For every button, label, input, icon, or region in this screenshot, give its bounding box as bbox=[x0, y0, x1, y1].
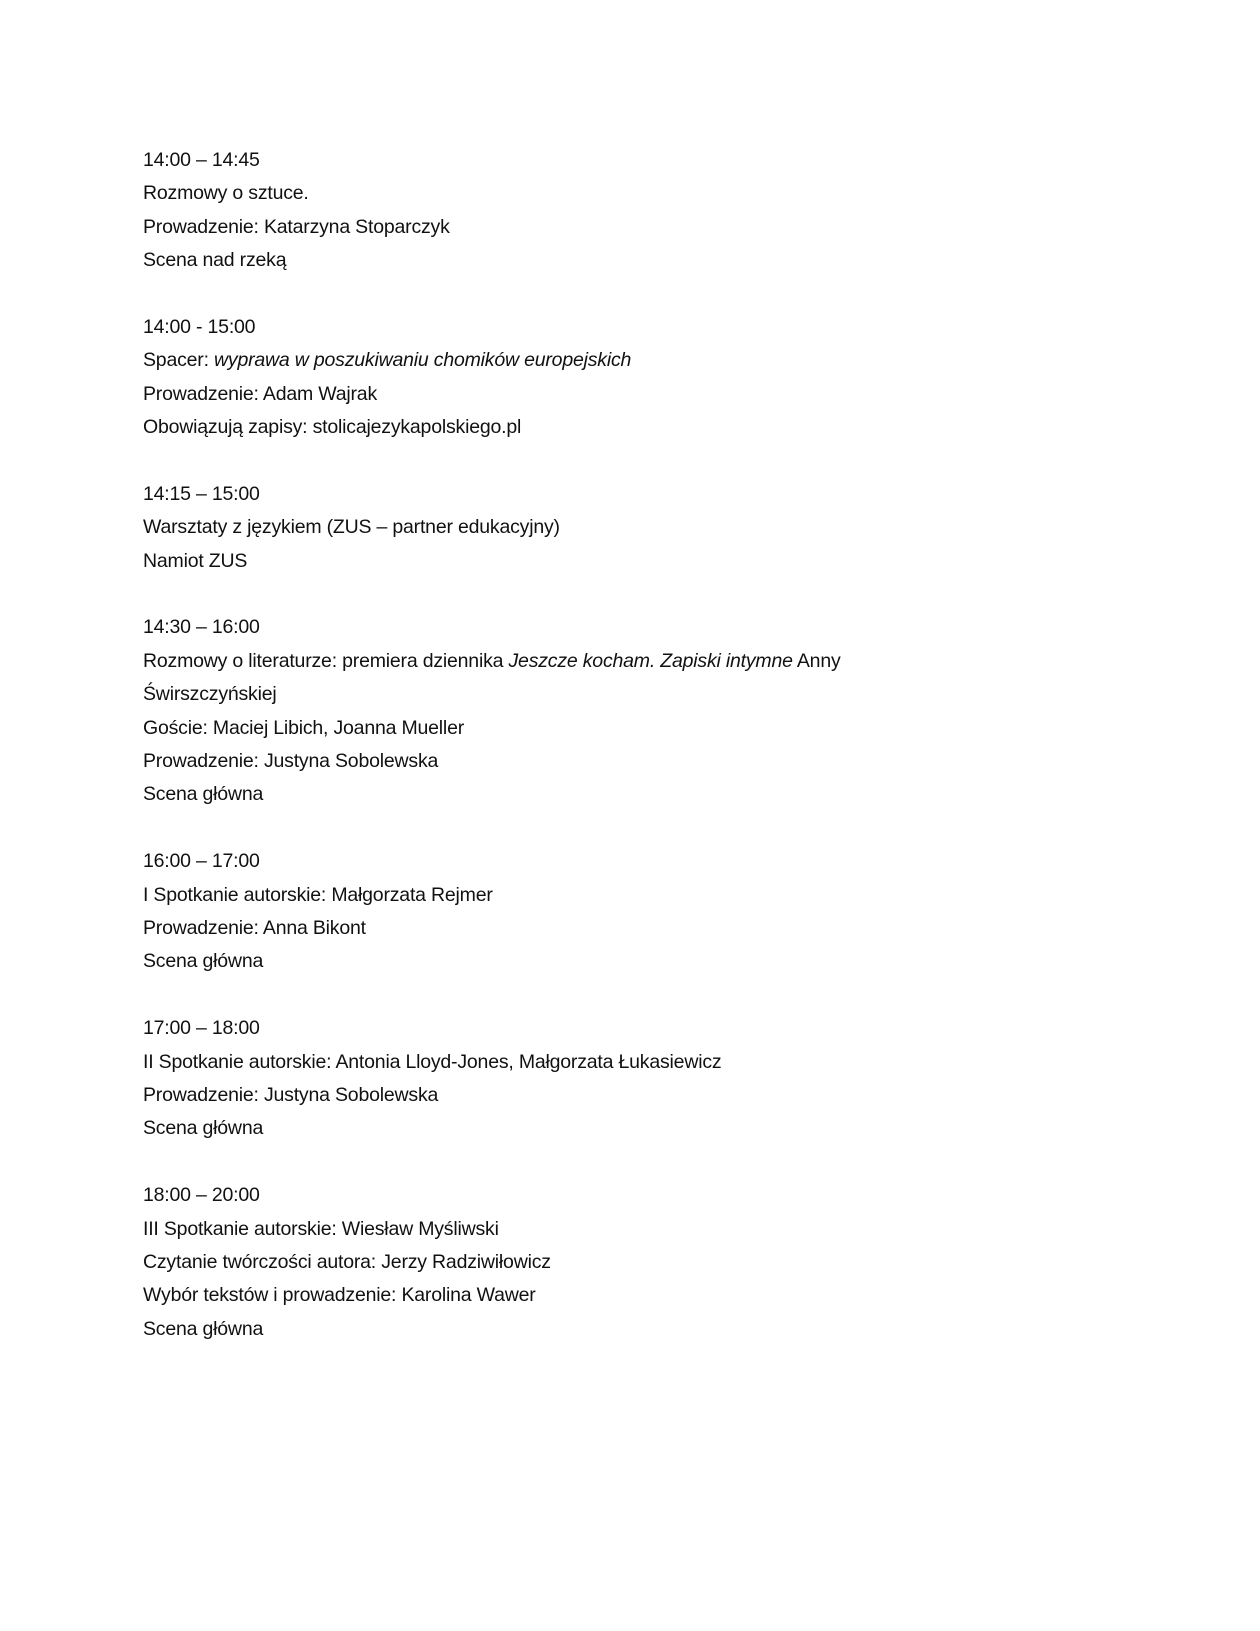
text-segment: Scena główna bbox=[143, 1317, 264, 1340]
event-time bbox=[143, 845, 841, 878]
text-segment: Namiot ZUS bbox=[143, 549, 248, 572]
event-detail-line bbox=[143, 1213, 841, 1246]
text-segment: 14:15 – 15:00 bbox=[143, 482, 260, 505]
event-detail-line bbox=[143, 678, 841, 711]
text-segment: Scena główna bbox=[143, 783, 264, 806]
event-detail-line bbox=[143, 879, 841, 912]
italic-title-text: wyprawa w poszukiwaniu chomików europejskich bbox=[214, 349, 632, 372]
schedule-event bbox=[143, 311, 841, 445]
text-segment: I Spotkanie autorskie: Małgorzata Rejmer bbox=[143, 883, 493, 906]
text-segment: 17:00 – 18:00 bbox=[143, 1017, 260, 1040]
text-segment: Goście: Maciej Libich, Joanna Mueller bbox=[143, 716, 465, 739]
event-time bbox=[143, 1012, 841, 1045]
text-segment: Czytanie twórczości autora: Jerzy Radziwiłowicz bbox=[143, 1250, 551, 1273]
event-detail-line bbox=[143, 778, 841, 811]
event-detail-line bbox=[143, 545, 841, 578]
text-segment: Obowiązują zapisy: stolicajezykapolskiego.pl bbox=[143, 416, 522, 439]
schedule-document bbox=[143, 144, 841, 1379]
event-detail-line bbox=[143, 411, 841, 444]
schedule-event bbox=[143, 478, 841, 578]
event-detail-line bbox=[143, 244, 841, 277]
text-segment: Prowadzenie: Anna Bikont bbox=[143, 916, 366, 939]
text-segment: 16:00 – 17:00 bbox=[143, 850, 260, 873]
text-segment: Scena główna bbox=[143, 950, 264, 973]
text-segment: 18:00 – 20:00 bbox=[143, 1184, 260, 1207]
text-segment: Scena główna bbox=[143, 1117, 264, 1140]
schedule-event bbox=[143, 1012, 841, 1146]
schedule-event bbox=[143, 144, 841, 278]
event-detail-line bbox=[143, 1112, 841, 1145]
event-detail-line bbox=[143, 1046, 841, 1079]
schedule-event bbox=[143, 1179, 841, 1346]
event-detail-line bbox=[143, 344, 841, 377]
text-segment: Rozmowy o sztuce. bbox=[143, 182, 309, 205]
event-detail-line bbox=[143, 745, 841, 778]
italic-title-text: Jeszcze kocham. Zapiski intymne bbox=[508, 649, 793, 672]
text-segment: Prowadzenie: Justyna Sobolewska bbox=[143, 750, 439, 773]
schedule-event bbox=[143, 845, 841, 979]
text-segment: 14:00 - 15:00 bbox=[143, 315, 256, 338]
text-segment: 14:00 – 14:45 bbox=[143, 149, 260, 171]
text-segment: III Spotkanie autorskie: Wiesław Myśliwski bbox=[143, 1217, 499, 1240]
text-segment: Anny bbox=[792, 649, 841, 672]
text-segment: Świrszczyńskiej bbox=[143, 683, 277, 706]
event-detail-line bbox=[143, 1313, 841, 1346]
text-segment: Prowadzenie: Justyna Sobolewska bbox=[143, 1083, 439, 1106]
text-segment: Warsztaty z językiem (ZUS – partner edukacyjny) bbox=[143, 516, 560, 539]
schedule-event bbox=[143, 611, 841, 811]
event-time bbox=[143, 478, 841, 511]
event-detail-line bbox=[143, 1079, 841, 1112]
event-detail-line bbox=[143, 645, 841, 678]
event-detail-line bbox=[143, 211, 841, 244]
text-segment: II Spotkanie autorskie: Antonia Lloyd-Jones, Małgorzata Łukasiewicz bbox=[143, 1050, 722, 1073]
text-segment: 14:30 – 16:00 bbox=[143, 616, 260, 639]
event-detail-line bbox=[143, 712, 841, 745]
event-detail-line bbox=[143, 1279, 841, 1312]
event-detail-line bbox=[143, 378, 841, 411]
text-segment: Scena nad rzeką bbox=[143, 249, 287, 272]
event-detail-line bbox=[143, 912, 841, 945]
event-time bbox=[143, 144, 841, 177]
text-segment: Rozmowy o literaturze: premiera dziennika bbox=[143, 649, 509, 672]
event-detail-line bbox=[143, 177, 841, 210]
event-detail-line bbox=[143, 511, 841, 544]
event-detail-line bbox=[143, 1246, 841, 1279]
event-time bbox=[143, 611, 841, 644]
event-time bbox=[143, 1179, 841, 1212]
text-segment: Wybór tekstów i prowadzenie: Karolina Wawer bbox=[143, 1284, 536, 1307]
text-segment: Prowadzenie: Adam Wajrak bbox=[143, 382, 377, 405]
event-detail-line bbox=[143, 945, 841, 978]
text-segment: Spacer: bbox=[143, 349, 215, 372]
text-segment: Prowadzenie: Katarzyna Stoparczyk bbox=[143, 215, 450, 238]
event-time bbox=[143, 311, 841, 344]
